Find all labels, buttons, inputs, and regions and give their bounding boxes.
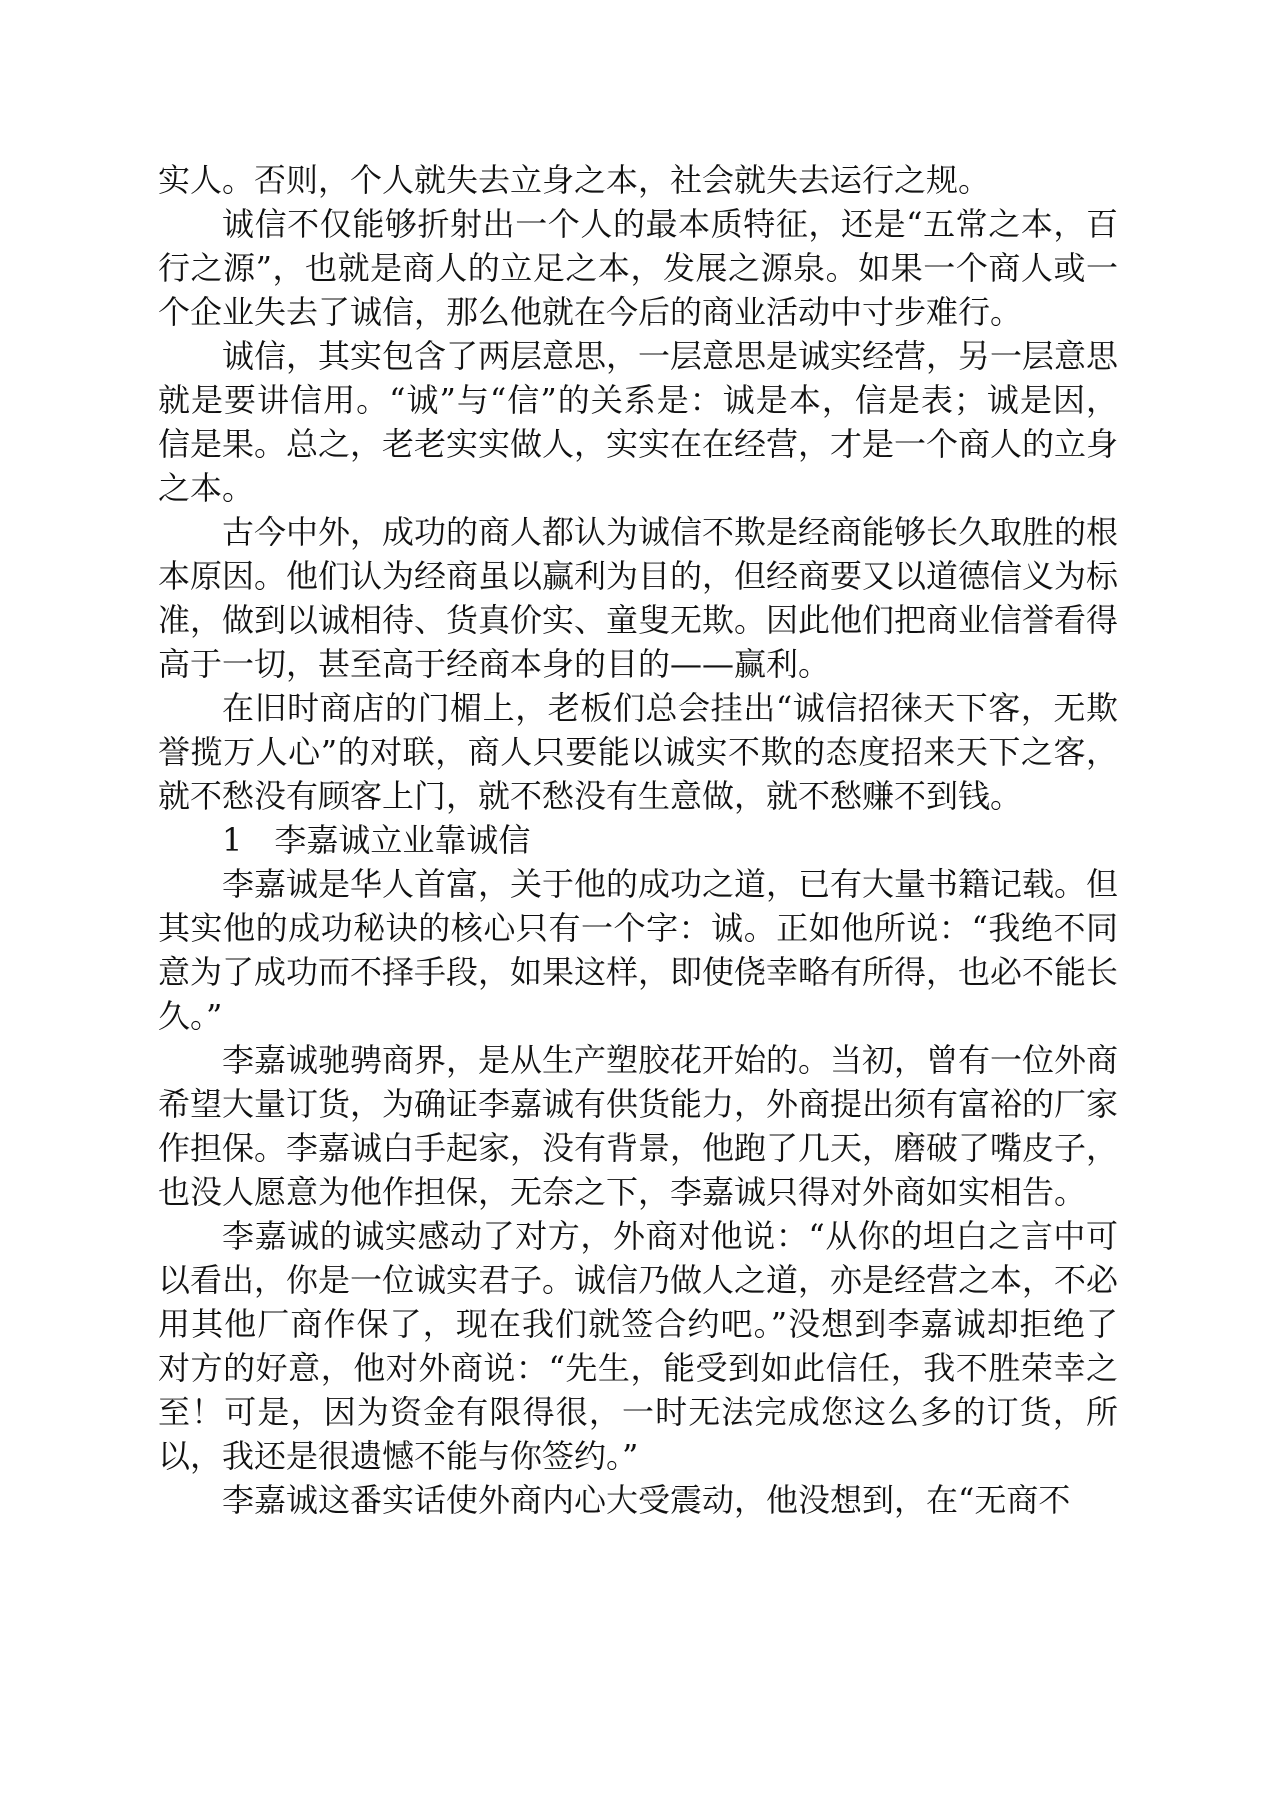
section-heading: 1 李嘉诚立业靠诚信 [222, 821, 531, 859]
paragraph: 李嘉诚这番实话使外商内心大受震动，他没想到，在“无商不 [222, 1481, 1071, 1519]
paragraph: 诚信不仅能够折射出一个人的最本质特征，还是“五常之本，百行之源”，也就是商人的立足之本，发展之源泉。如果一个商人或一个企业失去了诚信，那么他就在今后的商业活动中寸步难行。 [158, 205, 1118, 331]
paragraph: 在旧时商店的门楣上，老板们总会挂出“诚信招徕天下客，无欺誉揽万人心”的对联，商人只要能以诚实不欺的态度招来天下之客，就不愁没有顾客上门，就不愁没有生意做，就不愁赚不到钱。 [158, 689, 1118, 815]
paragraph: 李嘉诚驰骋商界，是从生产塑胶花开始的。当初，曾有一位外商希望大量订货，为确证李嘉诚有供货能力，外商提出须有富裕的厂家作担保。李嘉诚白手起家，没有背景，他跑了几天，磨破了嘴皮子，也没人愿意为他作担保，无奈之下，李嘉诚只得对外商如实相告。 [158, 1041, 1119, 1211]
paragraph: 诚信，其实包含了两层意思，一层意思是诚实经营，另一层意思就是要讲信用。“诚”与“信”的关系是：诚是本，信是表；诚是因，信是果。总之，老老实实做人，实实在在经营，才是一个商人的立身之本。 [158, 337, 1119, 507]
paragraph: 古今中外，成功的商人都认为诚信不欺是经商能够长久取胜的根本原因。他们认为经商虽以赢利为目的，但经商要又以道德信义为标准，做到以诚相待、货真价实、童叟无欺。因此他们把商业信誉看得高于一切，甚至高于经商本身的目的——赢利。 [158, 513, 1119, 683]
paragraph: 李嘉诚是华人首富，关于他的成功之道，已有大量书籍记载。但其实他的成功秘诀的核心只有一个字：诚。正如他所说：“我绝不同意为了成功而不择手段，如果这样，即使侥幸略有所得，也必不能长久。” [158, 865, 1119, 1035]
body-text [158, 158, 1118, 1522]
paragraph-continued: 实人。否则，个人就失去立身之本，社会就失去运行之规。 [158, 161, 991, 199]
paragraph: 李嘉诚的诚实感动了对方，外商对他说：“从你的坦白之言中可以看出，你是一位诚实君子。诚信乃做人之道，亦是经营之本，不必用其他厂商作保了，现在我们就签合约吧。”没想到李嘉诚却拒绝了对方的好意，他对外商说：“先生，能受到如此信任，我不胜荣幸之至！可是，因为资金有限得很，一时无法完成您这么多的订货，所以，我还是很遗憾不能与你签约。” [158, 1217, 1119, 1475]
